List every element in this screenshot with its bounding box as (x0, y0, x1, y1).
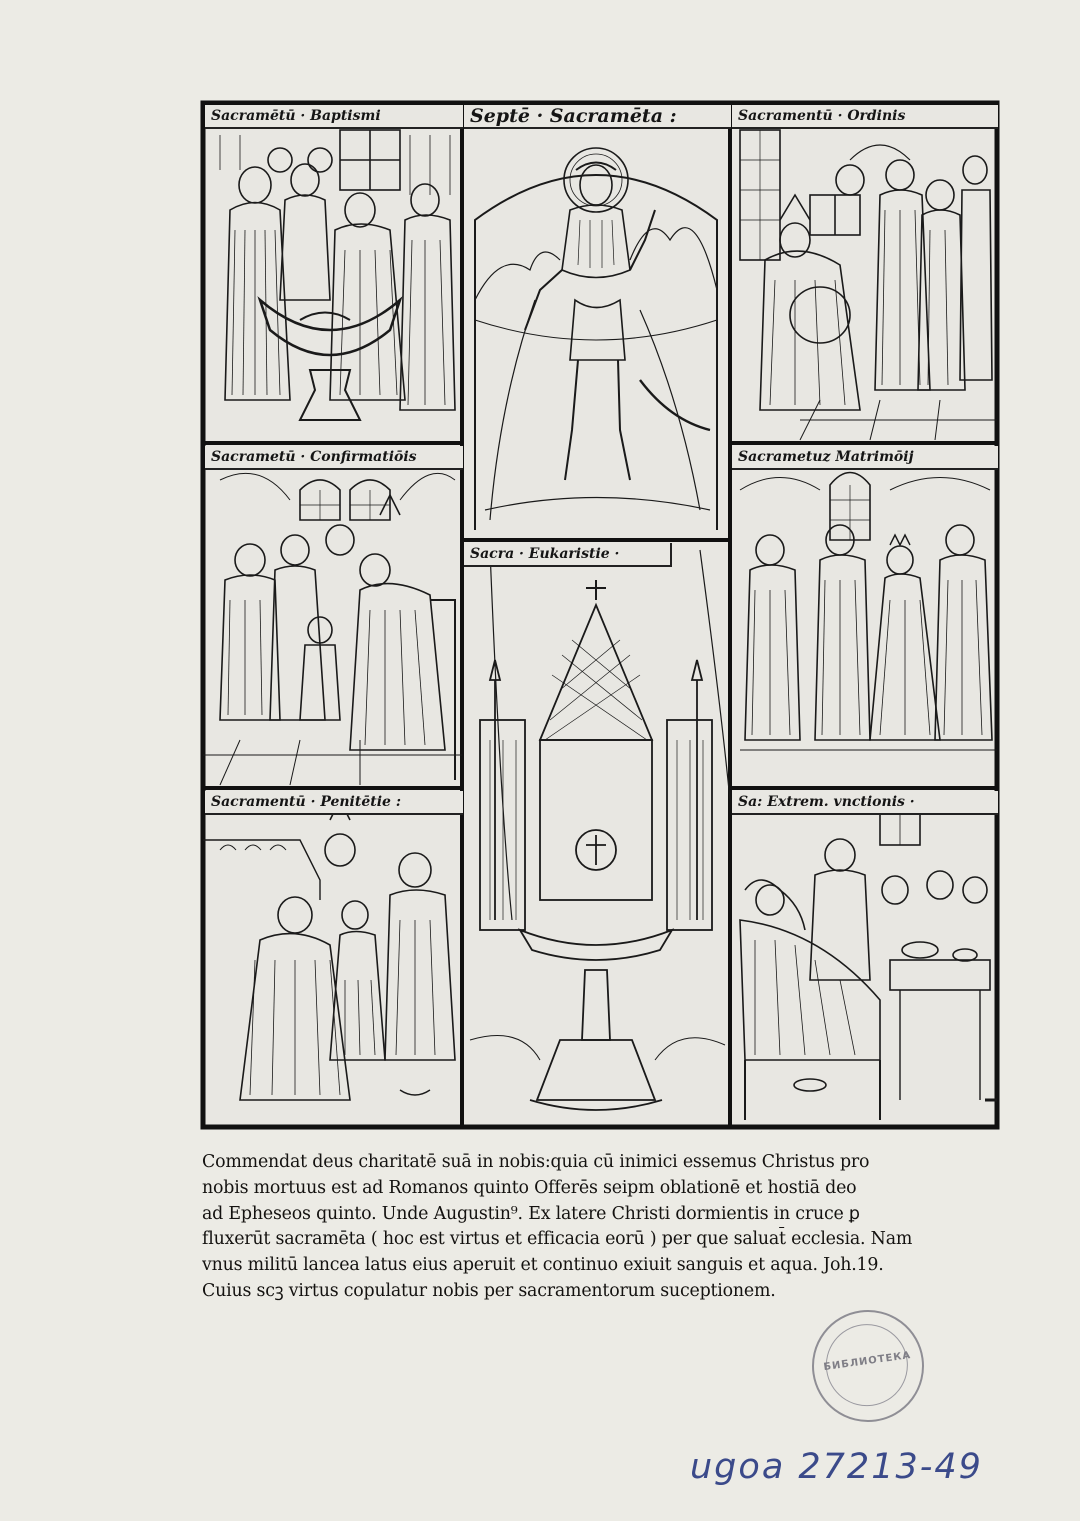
title-holy-orders: Sacramentū · Ordinis (732, 105, 998, 129)
title-penance: Sacramentū · Penitētie : (205, 791, 463, 815)
text-line: ad Epheseos quinto. Unde Augustin⁹. Ex latere Christi dormientis in cruce ꝑ (202, 1203, 860, 1224)
baptism-scene (220, 130, 455, 420)
woodcut-frame (200, 100, 1000, 1130)
woodcut-seven-sacraments (200, 100, 1000, 1130)
stamp-text: БИБЛИОТЕКА (822, 1349, 912, 1374)
commentary-text (202, 1150, 1007, 1305)
confirmation-scene (203, 473, 462, 785)
penance-scene (203, 800, 455, 1100)
title-seven-sacraments: Septē · Sacramēta : (464, 105, 731, 129)
text-line: nobis mortuus est ad Romanos quinto Offerēs seipm oblationē et hostiā deo (202, 1177, 857, 1198)
extreme-unction-scene (740, 810, 997, 1120)
text-line: fluxerūt sacramēta ( hoc est virtus et efficacia eorū ) per que saluat̄ ecclesia. Nam (202, 1229, 913, 1250)
title-confirmation: Sacrametū · Confirmatiōis (205, 446, 463, 470)
text-line: Commendat deus charitatē suā in nobis:quia cū inimici essemus Christus pro (202, 1152, 870, 1172)
library-stamp (805, 1303, 931, 1429)
title-matrimony: Sacrametuz Matrimōij (732, 446, 998, 470)
text-line: vnus militū lancea latus eius aperuit et continuo exiuit sanguis et aqua. Joh.19. (202, 1255, 884, 1276)
text-line: Cuius scꝫ virtus copulatur nobis per sacramentorum suceptionem. (202, 1280, 776, 1301)
title-baptism: Sacramētū · Baptismi (205, 105, 463, 129)
christ-figure (475, 148, 717, 530)
matrimony-scene (740, 473, 997, 751)
title-extreme-unction: Sa: Extrem. vnctionis · (732, 791, 998, 815)
shelfmark: ugoa 27213-49 (690, 1447, 983, 1487)
holy-orders-scene (740, 130, 997, 440)
title-eucharist: Sacra · Eukaristie · (464, 543, 672, 567)
eucharist-monstrance (470, 550, 730, 1110)
